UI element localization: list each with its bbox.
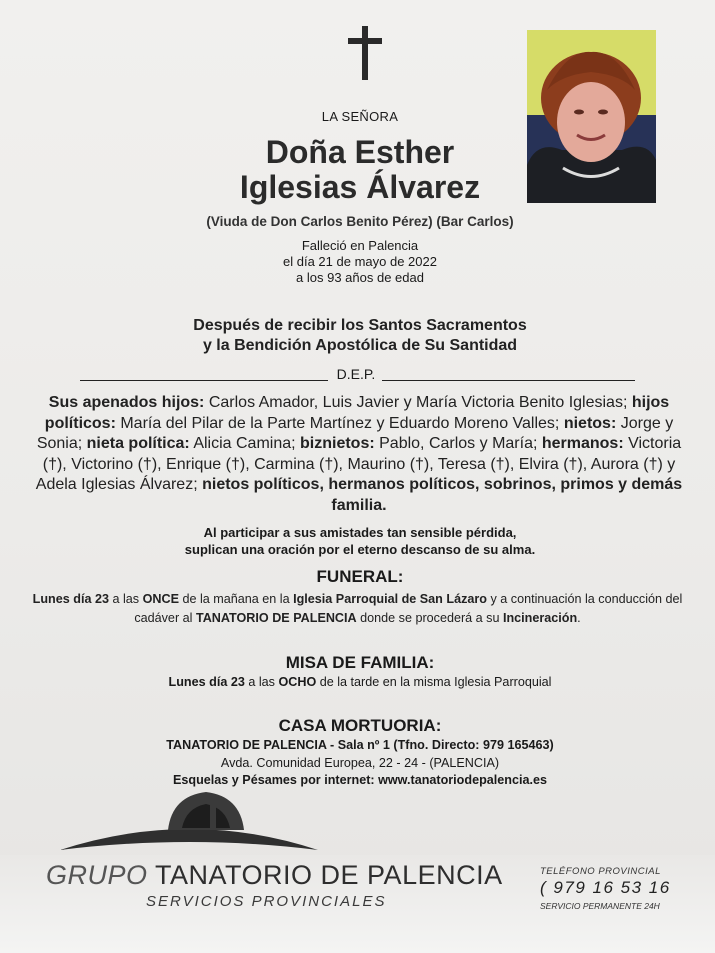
subtitle: (Viuda de Don Carlos Benito Pérez) (Bar Carlos) xyxy=(206,214,514,229)
text-hijos: Carlos Amador, Luis Javier y María Victoria Benito Iglesias; xyxy=(204,394,632,411)
funeral-text-c: y a continuación la conducción del cadáver al xyxy=(134,592,683,625)
misa-heading: MISA DE FAMILIA: xyxy=(285,653,435,672)
funeral-text-e: . xyxy=(577,611,581,625)
sacraments-text xyxy=(100,316,620,356)
funeral-text-a: a las xyxy=(108,592,143,606)
phone-handset-icon: ( xyxy=(540,878,548,897)
text-nieta-politica: Alicia Camina; xyxy=(189,435,301,453)
phone-number: 979 16 53 16 xyxy=(553,878,671,897)
funeral-church: Iglesia Parroquial de San Lázaro xyxy=(293,592,487,606)
text-hermanos: Victoria (†), Victorino (†), Enrique (†), Carmina (†), Maurino (†), Teresa (†), Elvira (†), Aurora (†) y Adela Iglesias Álvarez; xyxy=(35,435,682,494)
brand-grupo: GRUPO xyxy=(46,860,148,890)
label-hermanos: hermanos: xyxy=(541,435,624,453)
brand-tanatorio: TANATORIO DE PALENCIA xyxy=(155,860,503,890)
funeral-text-d: donde se procederá a su xyxy=(356,611,503,625)
funeral-text-b: de la mañana en la xyxy=(178,592,294,606)
brand-services: SERVICIOS PROVINCIALES xyxy=(146,893,387,910)
phone-number-row xyxy=(540,878,671,898)
title-prefix: LA SEÑORA xyxy=(321,109,399,124)
misa-hour: OCHO xyxy=(278,675,317,689)
label-hijos: Sus apenados hijos: xyxy=(48,394,205,411)
deceased-name-line2: Iglesias Álvarez xyxy=(239,169,481,205)
text-hijos-politicos: María del Pilar de la Parte Martínez y Eduardo Moreno Valles; xyxy=(115,414,564,432)
funeral-hour: ONCE xyxy=(142,592,179,606)
death-details xyxy=(200,238,520,286)
funeral-heading: FUNERAL: xyxy=(316,567,404,586)
latin-cross-icon xyxy=(348,26,382,80)
label-nietos: nietos: xyxy=(563,414,617,432)
misa-text-b: de la tarde en la misma Iglesia Parroquial xyxy=(316,675,552,689)
divider-line-right xyxy=(382,380,635,381)
casa-line3: Esquelas y Pésames por internet: www.tanatoriodepalencia.es xyxy=(173,773,547,787)
funeral-day: Lunes día 23 xyxy=(32,592,109,606)
funeral-details xyxy=(20,590,695,628)
phone-label: TELÉFONO PROVINCIAL xyxy=(540,866,661,877)
participation-line2: suplican una oración por el eterno descanso de su alma. xyxy=(184,542,536,557)
deceased-name-line1: Doña Esther xyxy=(265,134,455,170)
dep-divider xyxy=(80,365,640,385)
text-nietos: Jorge y Sonia; xyxy=(36,414,674,453)
service-24h: SERVICIO PERMANENTE 24H xyxy=(540,901,660,911)
funeral-tanatorio: TANATORIO DE PALENCIA xyxy=(195,611,357,625)
sacraments-line2: y la Bendición Apostólica de Su Santidad xyxy=(202,337,518,354)
casa-line1: TANATORIO DE PALENCIA - Sala nº 1 (Tfno. Directo: 979 165463) xyxy=(166,738,554,752)
casa-line2: Avda. Comunidad Europea, 22 - 24 - (PALENCIA) xyxy=(220,756,500,770)
participation-text xyxy=(100,524,620,558)
text-biznietos: Pablo, Carlos y María; xyxy=(374,435,542,453)
misa-day: Lunes día 23 xyxy=(168,675,245,689)
family-list xyxy=(28,393,690,517)
death-age: a los 93 años de edad xyxy=(296,270,424,285)
brand-name xyxy=(46,860,503,891)
death-date: el día 21 de mayo de 2022 xyxy=(283,254,437,269)
label-hijos-politicos: hijos políticos: xyxy=(44,394,670,432)
participation-line1: Al participar a sus amistades tan sensible pérdida, xyxy=(203,525,517,540)
tanatorio-logo-icon xyxy=(60,778,320,858)
funeral-incineration: Incineración xyxy=(502,611,578,625)
misa-text-a: a las xyxy=(244,675,279,689)
divider-line-left xyxy=(80,380,328,381)
label-biznietos: biznietos: xyxy=(300,435,375,453)
family-closing: nietos políticos, hermanos políticos, sobrinos, primos y demás familia. xyxy=(202,476,683,514)
casa-heading: CASA MORTUORIA: xyxy=(278,716,442,735)
misa-details xyxy=(100,675,620,689)
label-nieta-politica: nieta política: xyxy=(86,435,190,453)
dep-text: D.E.P. xyxy=(336,366,376,382)
death-place: Falleció en Palencia xyxy=(301,238,419,253)
sacraments-line1: Después de recibir los Santos Sacramentos xyxy=(193,317,527,334)
